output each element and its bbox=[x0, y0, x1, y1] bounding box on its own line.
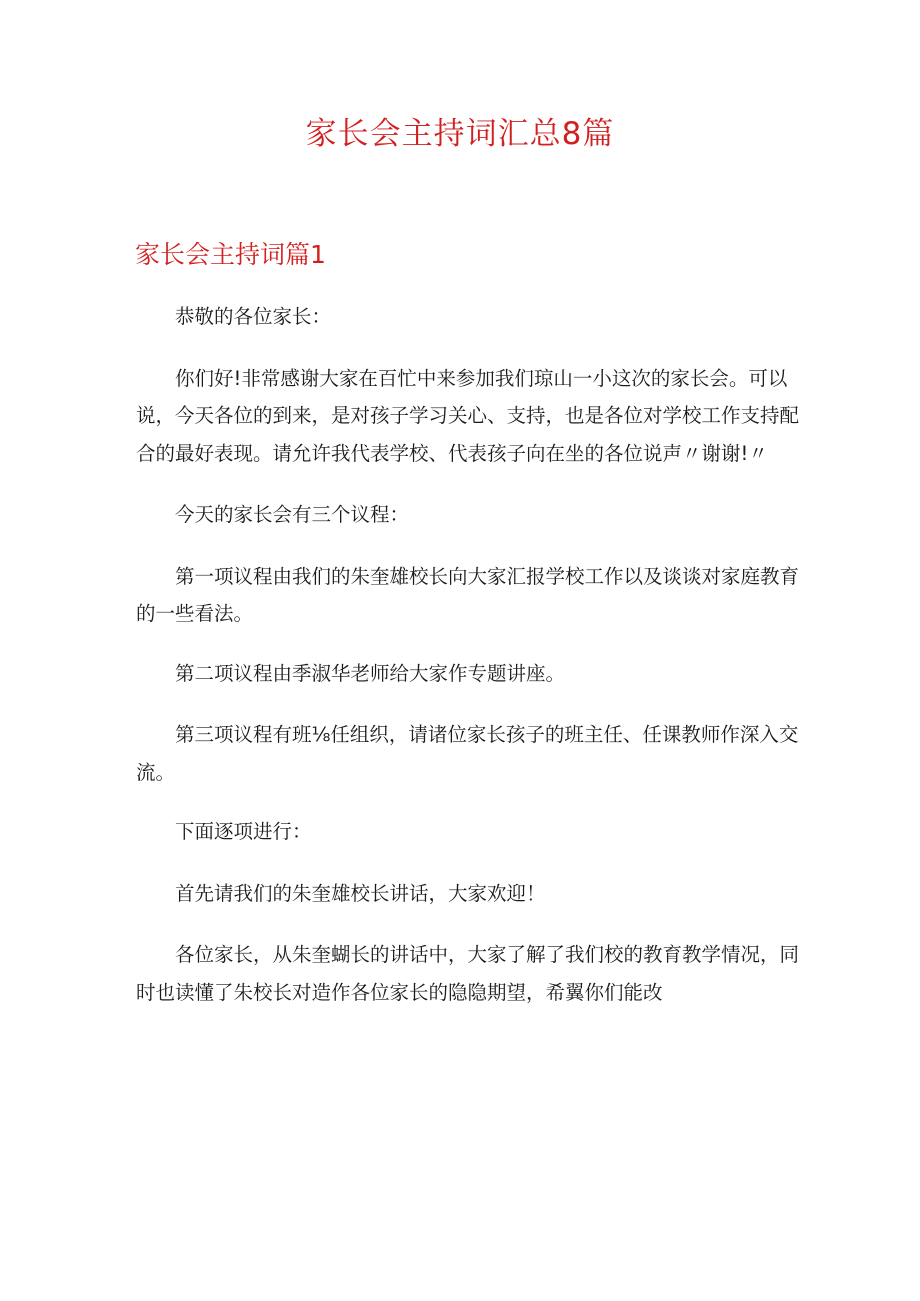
section-heading: 家长会主持词篇1 bbox=[135, 240, 326, 269]
paragraph-agenda-2: 第二项议程由季淑华老师给大家作专题讲座。 bbox=[175, 661, 566, 685]
paragraph-greeting: 你们好!非常感谢大家在百忙中来参加我们琼山一小这次的家长会。可以说，今天各位的到来，是对孩子学习关心、支持，也是各位对学校工作支持配合的最好表现。请允许我代表学校、代表孩子向在坐的各位说声〃谢谢!〃 bbox=[136, 366, 800, 465]
paragraph-agenda-1: 第一项议程由我们的朱奎雄校长向大家汇报学校工作以及谈谈对家庭教育的一些看法。 bbox=[136, 564, 800, 625]
document-title: 家长会主持词汇总8篇 bbox=[305, 116, 615, 152]
paragraph-principal-speech: 首先请我们的朱奎雄校长讲话，大家欢迎！ bbox=[175, 881, 546, 905]
paragraph-salutation: 恭敬的各位家长： bbox=[175, 305, 332, 328]
paragraph-agenda-intro: 今天的家长会有三个议程： bbox=[175, 503, 410, 526]
paragraph-agenda-3: 第三项议程有班⅛任组织，请诸位家长孩子的班主任、任课教师作深入交流。 bbox=[136, 723, 799, 784]
paragraph-proceed: 下面逐项进行： bbox=[175, 820, 312, 843]
paragraph-after-speech: 各位家长，从朱奎蝴长的讲话中，大家了解了我们校的教育教学情况，同时也读懂了朱校长对造作各位家长的隐隐期望，希翼你们能改 bbox=[136, 943, 800, 1004]
document-body bbox=[136, 298, 801, 1035]
